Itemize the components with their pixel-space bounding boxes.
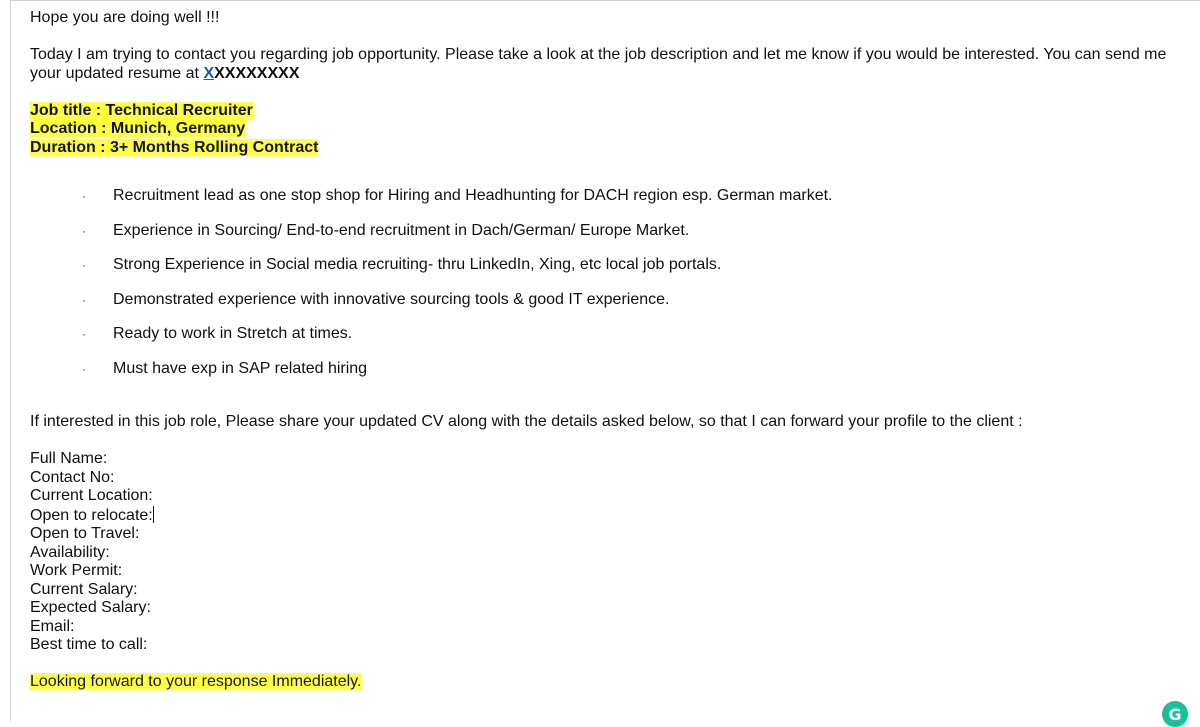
form-field-work-permit: Work Permit:	[30, 562, 123, 580]
email-body[interactable]	[30, 9, 1200, 692]
bullet-icon: ·	[82, 258, 86, 273]
closing: Looking forward to your response Immediately.	[30, 673, 362, 691]
job-title-line	[30, 102, 1200, 121]
resume-link-first[interactable]: X	[203, 64, 215, 82]
form-field-expected-salary: Expected Salary:	[30, 599, 151, 617]
call-to-action: If interested in this job role, Please share your updated CV along with the details asked below, so that I can forward your profile to the client :	[30, 413, 1023, 431]
bullet-icon: ·	[82, 292, 86, 307]
form-field-availability: Availability:	[30, 543, 110, 561]
requirements-list	[30, 187, 1200, 395]
list-item: · Strong Experience in Social media recruiting- thru LinkedIn, Xing, etc local job portals.	[82, 256, 722, 274]
form-field-full-name: Full Name:	[30, 450, 108, 468]
text-cursor	[153, 506, 154, 523]
job-duration-line	[30, 139, 1200, 158]
job-title: Job title : Technical Recruiter	[30, 101, 253, 119]
list-item: · Recruitment lead as one stop shop for Hiring and Headhunting for DACH region esp. German market.	[82, 187, 833, 204]
form-field-open-to-travel: Open to Travel:	[30, 525, 140, 543]
form-field-contact-no: Contact No:	[30, 468, 115, 486]
list-item: · Must have exp in SAP related hiring	[82, 359, 368, 377]
bullet-icon: ·	[82, 361, 86, 376]
form-field-current-salary: Current Salary:	[30, 580, 138, 598]
list-item: · Demonstrated experience with innovative sourcing tools & good IT experience.	[82, 290, 670, 308]
bullet-icon: ·	[82, 189, 86, 203]
bullet-icon: ·	[82, 327, 86, 342]
closing-line	[30, 673, 1200, 692]
resume-link-rest[interactable]: XXXXXXXX	[214, 64, 300, 82]
form-field-open-to-relocate: Open to relocate:	[30, 506, 153, 524]
form-field-email: Email:	[30, 617, 75, 635]
email-editor-frame[interactable]	[10, 0, 1200, 724]
job-location-line	[30, 120, 1200, 139]
grammarly-icon[interactable]: G	[1162, 701, 1188, 727]
bullet-icon: ·	[82, 223, 86, 238]
list-item: · Ready to work in Stretch at times.	[82, 325, 353, 343]
intro-text: Today I am trying to contact you regarding job opportunity. Please take a look at the job description and let me know if you would be interested. You can send me your updated resume at	[30, 46, 1167, 82]
intro-paragraph	[30, 46, 1200, 83]
details-form	[30, 450, 1200, 655]
form-field-best-time: Best time to call:	[30, 636, 148, 654]
job-duration: Duration : 3+ Months Rolling Contract	[30, 138, 319, 156]
form-field-open-to-relocate-line	[30, 506, 1200, 526]
greeting: Hope you are doing well !!!	[30, 9, 220, 26]
resume-email-link[interactable]	[203, 65, 299, 82]
list-item: · Experience in Sourcing/ End-to-end recruitment in Dach/German/ Europe Market.	[82, 221, 690, 239]
job-location: Location : Munich, Germany	[30, 120, 246, 137]
form-field-current-location: Current Location:	[30, 487, 153, 505]
